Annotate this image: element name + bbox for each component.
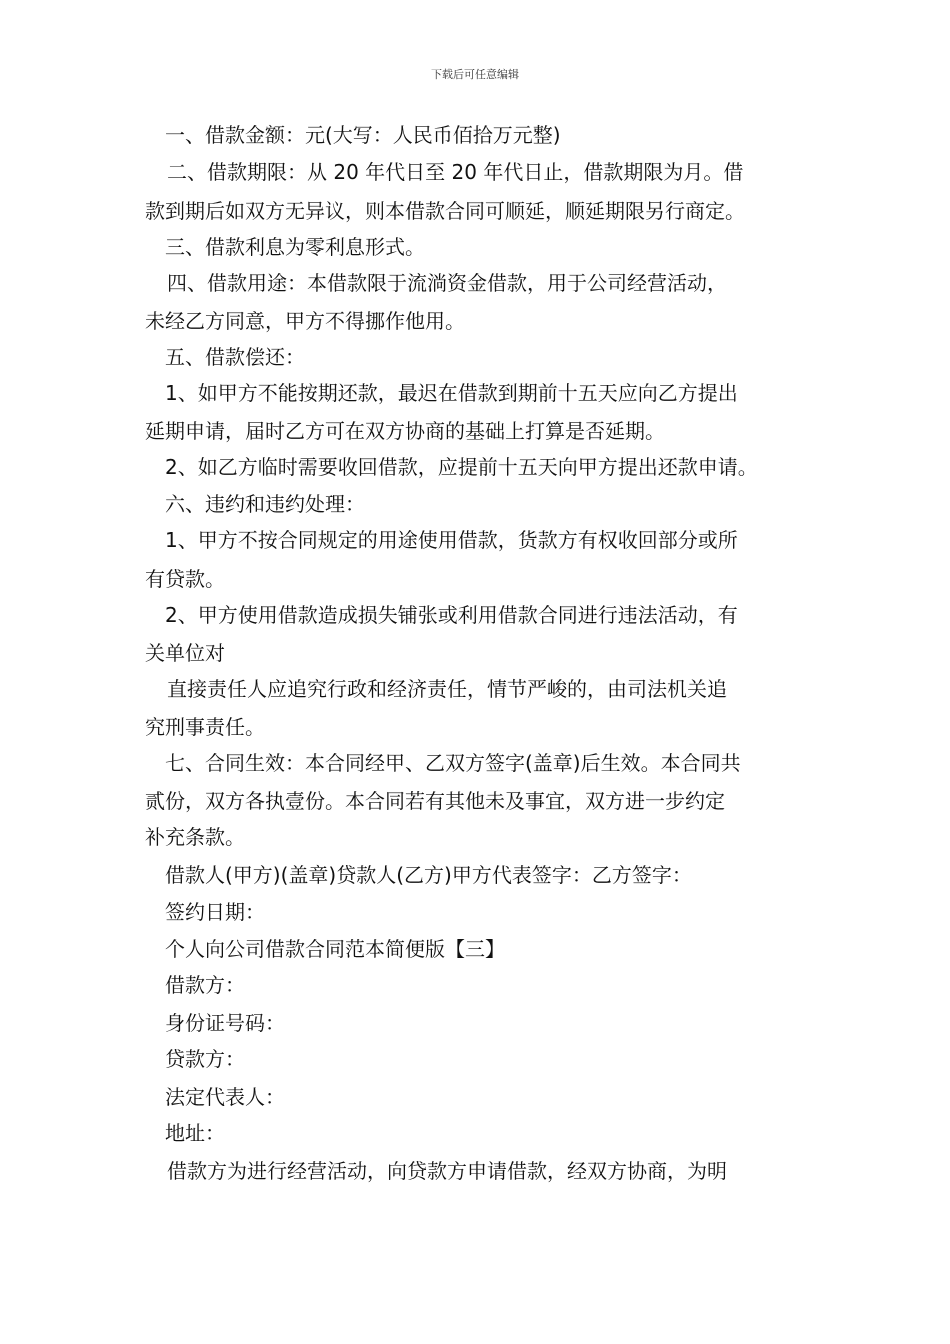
- text-line: 究刑事责任。: [145, 715, 265, 739]
- page-header: 下载后可任意编辑: [431, 68, 519, 81]
- text-line: 款到期后如双方无异议，则本借款合同可顺延，顺延期限另行商定。: [145, 199, 745, 223]
- text-line: 1、甲方不按合同规定的用途使用借款，货款方有权收回部分或所: [165, 528, 738, 552]
- text-line: 1、如甲方不能按期还款，最迟在借款到期前十五天应向乙方提出: [165, 381, 738, 405]
- text-line: 关单位对: [145, 641, 225, 665]
- text-line: 地址：: [165, 1121, 225, 1145]
- text-line: 有贷款。: [145, 567, 225, 591]
- text-line: 借款方为进行经营活动，向贷款方申请借款，经双方协商，为明: [167, 1159, 727, 1183]
- text-line: 法定代表人：: [165, 1085, 285, 1109]
- text-line: 2、如乙方临时需要收回借款，应提前十五天向甲方提出还款申请。: [165, 455, 758, 479]
- text-line: 未经乙方同意，甲方不得挪作他用。: [145, 309, 465, 333]
- text-line: 直接责任人应追究行政和经济责任，情节严峻的，由司法机关追: [167, 677, 727, 701]
- text-line: 七、合同生效：本合同经甲、乙双方签字(盖章)后生效。本合同共: [165, 751, 741, 775]
- text-line: 签约日期：: [165, 900, 265, 924]
- text-line: 补充条款。: [145, 825, 245, 849]
- text-line: 一、借款金额：元(大写：人民币佰拾万元整): [165, 123, 561, 147]
- text-line: 延期申请，届时乙方可在双方协商的基础上打算是否延期。: [145, 419, 665, 443]
- text-line: 借款方：: [165, 973, 245, 997]
- text-line: 五、借款偿还：: [165, 345, 305, 369]
- text-line: 二、借款期限：从 20 年代日至 20 年代日止，借款期限为月。借: [167, 160, 744, 184]
- text-line: 贰份，双方各执壹份。本合同若有其他未及事宜，双方进一步约定: [145, 789, 725, 813]
- text-line: 三、借款利息为零利息形式。: [165, 235, 425, 259]
- text-line: 2、甲方使用借款造成损失铺张或利用借款合同进行违法活动，有: [165, 603, 738, 627]
- text-line: 个人向公司借款合同范本简便版【三】: [165, 937, 505, 961]
- text-line: 借款人(甲方)(盖章)贷款人(乙方)甲方代表签字：乙方签字：: [165, 863, 692, 887]
- text-line: 四、借款用途：本借款限于流淌资金借款，用于公司经营活动，: [167, 271, 727, 295]
- text-line: 贷款方：: [165, 1047, 245, 1071]
- text-line: 身份证号码：: [165, 1011, 285, 1035]
- text-line: 六、违约和违约处理：: [165, 492, 365, 516]
